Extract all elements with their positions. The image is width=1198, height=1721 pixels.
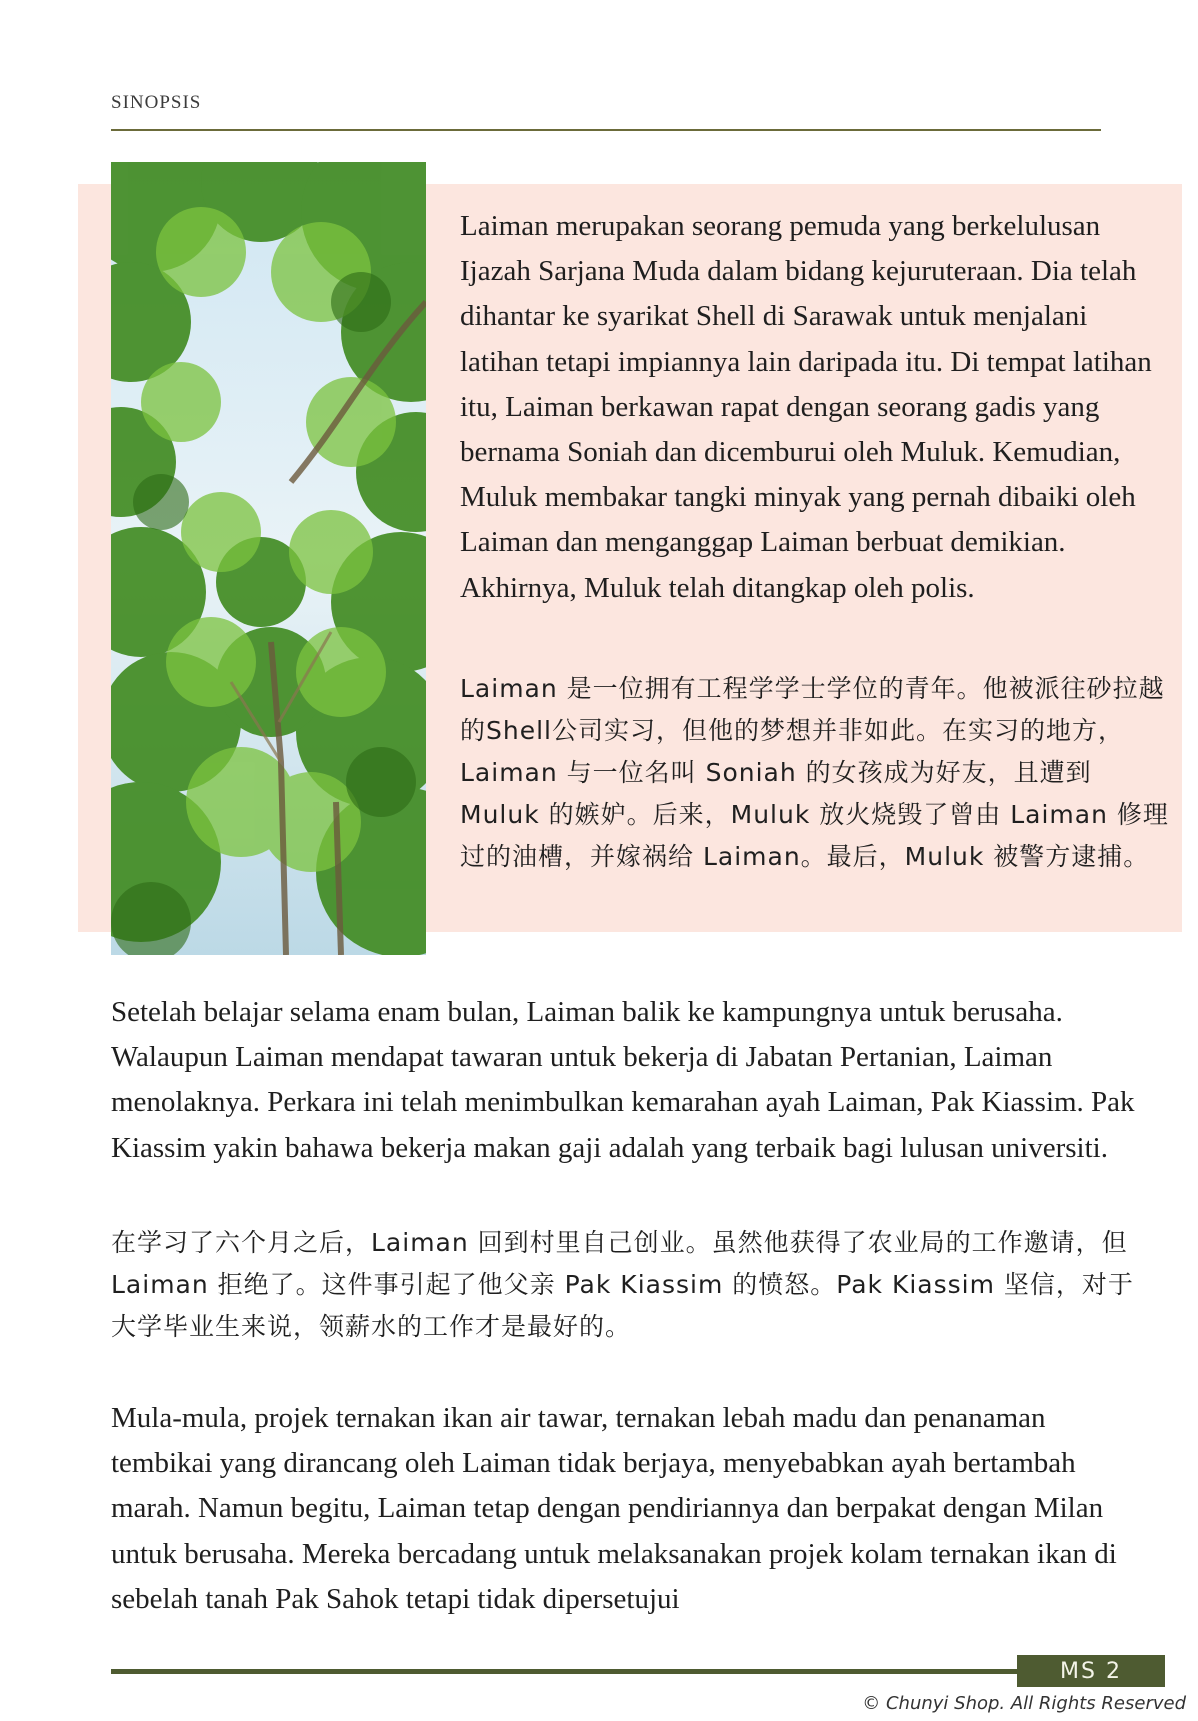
header-divider — [111, 129, 1101, 131]
synopsis-chinese-text: Laiman 是一位拥有工程学学士学位的青年。他被派往砂拉越的Shell公司实习，但他的梦想并非如此。在实习的地方，Laiman 与一位名叫 Soniah 的女孩成为好友，且遭到 Muluk 的嫉妒。后来，Muluk 放火烧毁了曾由 Laiman 修理过的油槽，并嫁祸给 Laiman。最后，Muluk 被警方逮捕。 — [460, 674, 1169, 871]
paragraph-2-chinese: 在学习了六个月之后，Laiman 回到村里自己创业。虽然他获得了农业局的工作邀请，但 Laiman 拒绝了。这件事引起了他父亲 Pak Kiassim 的愤怒。Pak Kiassim 坚信，对于大学毕业生来说，领薪水的工作才是最好的。 — [111, 1228, 1134, 1341]
footer-divider — [111, 1669, 1161, 1674]
synopsis-malay-text: Laiman merupakan seorang pemuda yang berkelulusan Ijazah Sarjana Muda dalam bidang kejuruteraan. Dia telah dihantar ke syarikat Shell di Sarawak untuk menjalani latihan tetapi impiannya lain daripada itu. Di tempat latihan itu, Laiman berkawan rapat dengan seorang gadis yang bernama Soniah dan dicemburui oleh Muluk. Kemudian, Muluk membakar tangki minyak yang pernah dibaiki oleh Laiman dan menganggap Laiman berbuat demikian. Akhirnya, Muluk telah ditangkap oleh polis. — [460, 210, 1152, 604]
paragraph-2-malay: Setelah belajar selama enam bulan, Laiman balik ke kampungnya untuk berusaha. Walaupun Laiman mendapat tawaran untuk bekerja di Jabatan Pertanian, Laiman menolaknya. Perkara ini telah menimbulkan kemarahan ayah Laiman, Pak Kiassim. Pak Kiassim yakin bahawa bekerja makan gaji adalah yang terbaik bagi lulusan universiti. — [111, 996, 1135, 1164]
forest-canopy-photo — [111, 162, 426, 955]
copyright-notice: © Chunyi Shop. All Rights Reserved — [862, 1693, 1186, 1714]
page-number-badge: MS 2 — [1017, 1655, 1165, 1687]
section-header: SINOPSIS — [111, 92, 202, 113]
paragraph-3-malay: Mula-mula, projek ternakan ikan air tawar, ternakan lebah madu dan penanaman tembikai yang dirancang oleh Laiman tidak berjaya, menyebabkan ayah bertambah marah. Namun begitu, Laiman tetap dengan pendiriannya dan berpakat dengan Milan untuk berusaha. Mereka bercadang untuk melaksanakan projek kolam ternakan ikan di sebelah tanah Pak Sahok tetapi tidak dipersetujui — [111, 1402, 1117, 1615]
